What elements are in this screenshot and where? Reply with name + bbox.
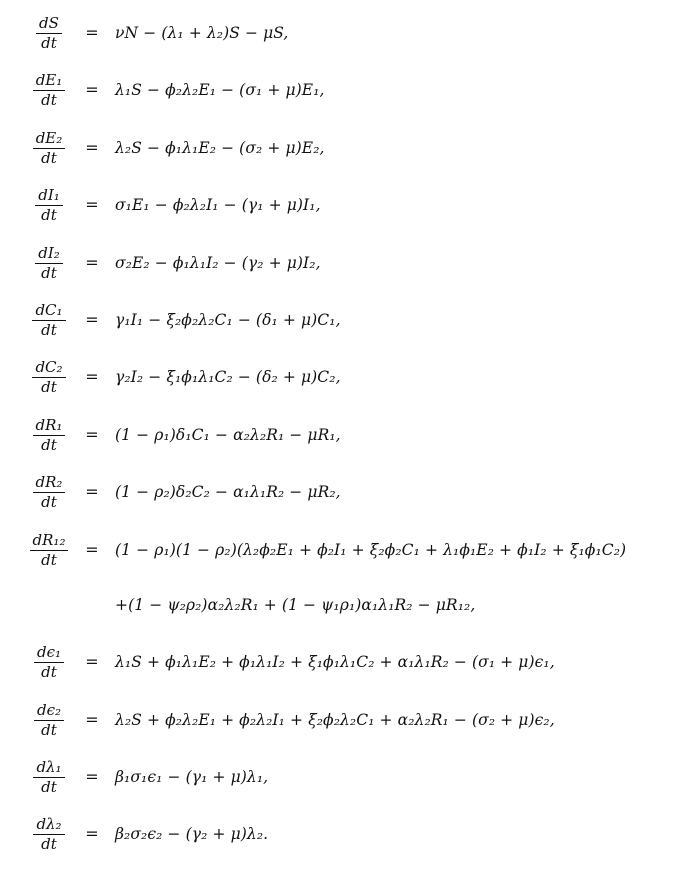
equals-sign: =: [85, 80, 99, 99]
fraction: [33, 473, 66, 512]
equation-rhs: νN − (λ₁ + λ₂)S − μS,: [115, 24, 289, 42]
derivative-fraction: [20, 695, 78, 745]
derivative-fraction: [20, 8, 78, 58]
fraction: [32, 358, 65, 397]
derivative-fraction: [20, 295, 78, 345]
equation-row: [0, 352, 680, 402]
fraction-denominator: dt: [41, 205, 57, 224]
fraction: [34, 701, 64, 740]
equation-rhs: σ₁E₁ − ϕ₂λ₂I₁ − (γ₁ + μ)I₁,: [115, 196, 321, 214]
fraction: [35, 186, 63, 225]
equation-row: [0, 295, 680, 345]
equation-rhs: λ₂S − ϕ₁λ₁E₂ − (σ₂ + μ)E₂,: [115, 139, 325, 157]
fraction: [33, 416, 66, 455]
derivative-fraction: [20, 238, 78, 288]
derivative-fraction: [20, 352, 78, 402]
fraction: [36, 14, 62, 53]
equation-rhs: +(1 − ψ₂ρ₂)α₂λ₂R₁ + (1 − ψ₁ρ₁)α₁λ₁R₂ − μR₁₂,: [115, 596, 476, 614]
equals-sign: =: [85, 138, 99, 157]
fraction-numerator: dI₂: [35, 244, 63, 264]
fraction-numerator: dC₂: [32, 358, 65, 378]
fraction-denominator: dt: [41, 320, 57, 339]
equals-sign: =: [85, 824, 99, 843]
derivative-fraction: [20, 123, 78, 173]
fraction: [33, 129, 66, 168]
equation-rhs: (1 − ρ₁)(1 − ρ₂)(λ₂ϕ₂E₁ + ϕ₂I₁ + ξ₂ϕ₂C₁ + λ₁ϕ₁E₂ + ϕ₁I₂ + ξ₁ϕ₁C₂): [115, 541, 627, 559]
derivative-fraction: [20, 180, 78, 230]
fraction-numerator: dλ₁: [33, 758, 64, 778]
fraction: [34, 643, 64, 682]
equals-sign: =: [85, 195, 99, 214]
equation-row: [0, 695, 680, 745]
equation-row: [0, 467, 680, 517]
equation-row: [0, 65, 680, 115]
fraction: [33, 71, 66, 110]
equals-sign: =: [85, 710, 99, 729]
equation-rhs: σ₂E₂ − ϕ₁λ₁I₂ − (γ₂ + μ)I₂,: [115, 254, 321, 272]
fraction-numerator: dC₁: [32, 301, 65, 321]
derivative-fraction: [20, 467, 78, 517]
derivative-fraction: [20, 637, 78, 687]
fraction: [35, 244, 63, 283]
fraction-denominator: dt: [41, 834, 57, 853]
fraction-denominator: dt: [41, 148, 57, 167]
fraction: [33, 758, 64, 797]
equation-row: [0, 238, 680, 288]
equation-row: [0, 8, 680, 58]
fraction-denominator: dt: [41, 662, 57, 681]
equation-row: [0, 123, 680, 173]
fraction: [33, 815, 64, 854]
equation-rhs: γ₁I₁ − ξ₂ϕ₂λ₂C₁ − (δ₁ + μ)C₁,: [115, 311, 341, 329]
fraction-denominator: dt: [41, 550, 57, 569]
equation-rhs: λ₁S − ϕ₂λ₂E₁ − (σ₁ + μ)E₁,: [115, 81, 325, 99]
equals-sign: =: [85, 23, 99, 42]
equation-row: [0, 580, 680, 630]
fraction-denominator: dt: [41, 492, 57, 511]
equals-sign: =: [85, 767, 99, 786]
equation-row: [0, 809, 680, 859]
equals-sign: =: [85, 482, 99, 501]
equation-rhs: (1 − ρ₂)δ₂C₂ − α₁λ₁R₂ − μR₂,: [115, 483, 341, 501]
equals-sign: =: [85, 367, 99, 386]
fraction-denominator: dt: [41, 377, 57, 396]
fraction-denominator: dt: [41, 777, 57, 796]
equals-sign: =: [85, 540, 99, 559]
equation-rhs: λ₂S + ϕ₂λ₂E₁ + ϕ₂λ₂I₁ + ξ₂ϕ₂λ₂C₁ + α₂λ₂R₁ − (σ₂ + μ)ϵ₂,: [115, 711, 555, 729]
fraction-numerator: dE₁: [33, 71, 66, 91]
equation-rhs: β₂σ₂ϵ₂ − (γ₂ + μ)λ₂.: [115, 825, 269, 843]
fraction-denominator: dt: [41, 263, 57, 282]
fraction-numerator: dϵ₁: [34, 643, 64, 663]
fraction-denominator: dt: [41, 90, 57, 109]
fraction-numerator: dI₁: [35, 186, 63, 206]
fraction-denominator: dt: [41, 720, 57, 739]
equation-row: [0, 410, 680, 460]
derivative-fraction: [20, 752, 78, 802]
fraction-numerator: dR₁: [33, 416, 66, 436]
equation-rhs: β₁σ₁ϵ₁ − (γ₁ + μ)λ₁,: [115, 768, 269, 786]
derivative-fraction: [20, 65, 78, 115]
fraction-denominator: dt: [41, 33, 57, 52]
equation-rhs: λ₁S + ϕ₁λ₁E₂ + ϕ₁λ₁I₂ + ξ₁ϕ₁λ₁C₂ + α₁λ₁R₂ − (σ₁ + μ)ϵ₁,: [115, 653, 555, 671]
equals-sign: =: [85, 310, 99, 329]
derivative-fraction: [20, 525, 78, 575]
equation-row: [0, 637, 680, 687]
fraction-denominator: dt: [41, 435, 57, 454]
fraction-numerator: dR₂: [33, 473, 66, 493]
equation-row: [0, 525, 680, 575]
derivative-fraction: [20, 809, 78, 859]
equals-sign: =: [85, 425, 99, 444]
equals-sign: =: [85, 253, 99, 272]
fraction: [32, 301, 65, 340]
equation-row: [0, 752, 680, 802]
equation-row: [0, 180, 680, 230]
derivative-fraction: [20, 410, 78, 460]
fraction-numerator: dS: [36, 14, 62, 34]
fraction-numerator: dR₁₂: [30, 531, 69, 551]
equation-rhs: γ₂I₂ − ξ₁ϕ₁λ₁C₂ − (δ₂ + μ)C₂,: [115, 368, 341, 386]
equation-rhs: (1 − ρ₁)δ₁C₁ − α₂λ₂R₁ − μR₁,: [115, 426, 341, 444]
fraction-numerator: dλ₂: [33, 815, 64, 835]
equals-sign: =: [85, 652, 99, 671]
fraction-numerator: dϵ₂: [34, 701, 64, 721]
fraction-numerator: dE₂: [33, 129, 66, 149]
fraction: [30, 531, 69, 570]
